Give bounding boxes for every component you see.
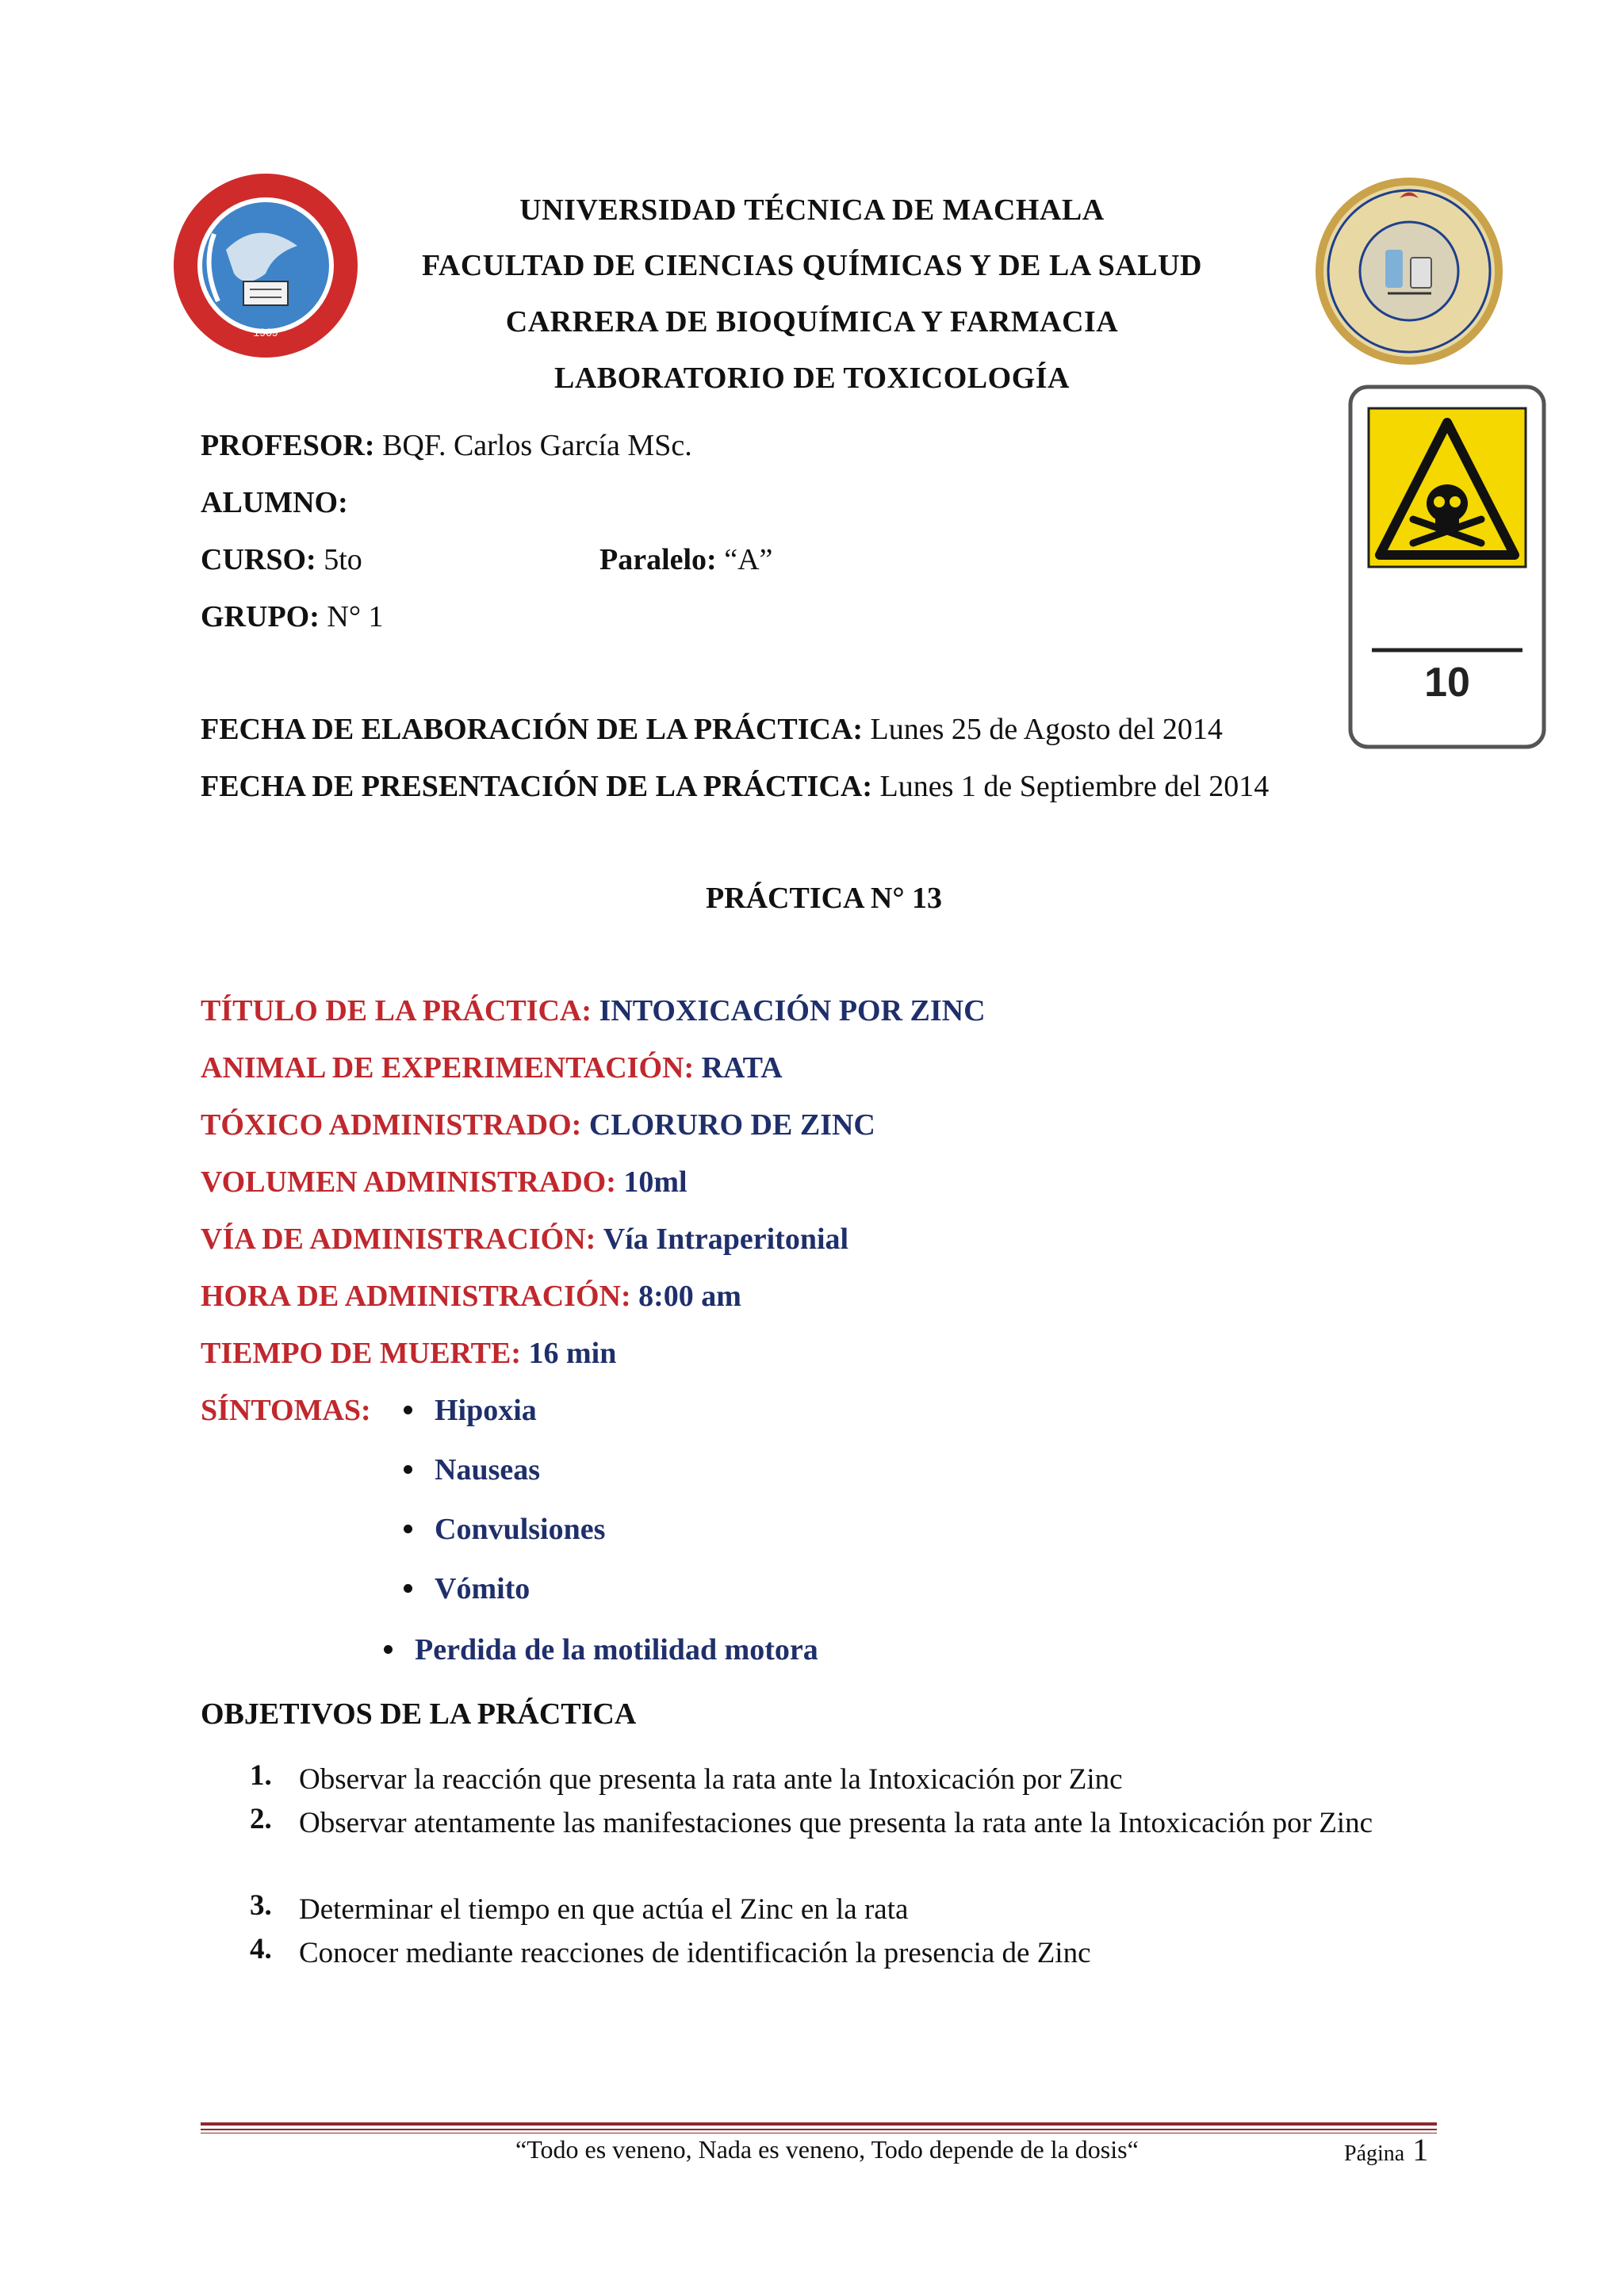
alumno-line: [201, 485, 348, 520]
footer-rule: [201, 2122, 1437, 2126]
bullet-icon: [384, 1645, 393, 1654]
practica-number: PRÁCTICA N° 13: [705, 882, 943, 915]
fecha-elaboracion-line: [201, 712, 1223, 747]
page-label: Página: [1344, 2141, 1405, 2166]
detail-tiempo: TIEMPO DE MUERTE: 16 min: [201, 1337, 617, 1370]
grupo-value: N° 1: [327, 600, 384, 633]
toxic-hazard-sign: [1348, 385, 1546, 749]
bullet-icon: [404, 1584, 412, 1593]
page-number: 1: [1412, 2132, 1429, 2168]
detail-animal: ANIMAL DE EXPERIMENTACIÓN: RATA: [201, 1051, 783, 1085]
paralelo-label: Paralelo:: [599, 543, 717, 576]
profesor-label: PROFESOR:: [201, 429, 375, 462]
detail-via: VÍA DE ADMINISTRACIÓN: Vía Intraperitonial: [201, 1223, 849, 1256]
faculty-name: FACULTAD DE CIENCIAS QUÍMICAS Y DE LA SALUD: [422, 249, 1202, 282]
fecha-presentacion-line: [201, 769, 1269, 804]
footer-rule-thin: [201, 2129, 1437, 2130]
detail-volumen: VOLUMEN ADMINISTRADO: 10ml: [201, 1165, 688, 1199]
profesor-line: [201, 428, 692, 463]
hazard-number: 10: [1424, 660, 1470, 706]
bullet-icon: [404, 1406, 412, 1414]
page-number-block: [1344, 2131, 1428, 2168]
paralelo-line: [599, 542, 772, 577]
objectives-heading: OBJETIVOS DE LA PRÁCTICA: [201, 1697, 637, 1731]
curso-value: 5to: [324, 543, 362, 576]
symptom-item: Perdida de la motilidad motora: [384, 1632, 818, 1667]
bullet-icon: [404, 1465, 412, 1474]
career-name: CARRERA DE BIOQUÍMICA Y FARMACIA: [505, 305, 1119, 339]
symptom-item: Nauseas: [404, 1452, 540, 1487]
symptoms-label: SÍNTOMAS:: [201, 1394, 371, 1427]
symptom-item: Vómito: [404, 1571, 530, 1606]
curso-label: CURSO:: [201, 543, 316, 576]
fecha-elaboracion-label: FECHA DE ELABORACIÓN DE LA PRÁCTICA:: [201, 713, 864, 746]
detail-toxico: TÓXICO ADMINISTRADO: CLORURO DE ZINC: [201, 1108, 875, 1142]
profesor-value: BQF. Carlos García MSc.: [382, 429, 692, 462]
university-logo-year: 1969: [253, 326, 278, 339]
curso-line: [201, 542, 362, 577]
grupo-label: GRUPO:: [201, 600, 320, 633]
detail-titulo: TÍTULO DE LA PRÁCTICA: INTOXICACIÓN POR ZINC: [201, 994, 986, 1027]
symptom-item: Hipoxia: [404, 1393, 537, 1428]
university-name: UNIVERSIDAD TÉCNICA DE MACHALA: [519, 193, 1105, 227]
lab-name: LABORATORIO DE TOXICOLOGÍA: [553, 362, 1070, 395]
fecha-presentacion-value: Lunes 1 de Septiembre del 2014: [879, 770, 1270, 803]
symptom-item: Convulsiones: [404, 1512, 605, 1547]
bullet-icon: [404, 1525, 412, 1533]
detail-hora: HORA DE ADMINISTRACIÓN: 8:00 am: [201, 1280, 741, 1313]
footer-quote: “Todo es veneno, Nada es veneno, Todo depende de la dosis“: [515, 2135, 1139, 2164]
grupo-line: [201, 599, 384, 634]
fecha-presentacion-label: FECHA DE PRESENTACIÓN DE LA PRÁCTICA:: [201, 770, 873, 803]
paralelo-value: “A”: [724, 543, 773, 576]
fecha-elaboracion-value: Lunes 25 de Agosto del 2014: [870, 713, 1223, 746]
alumno-label: ALUMNO:: [201, 486, 348, 519]
